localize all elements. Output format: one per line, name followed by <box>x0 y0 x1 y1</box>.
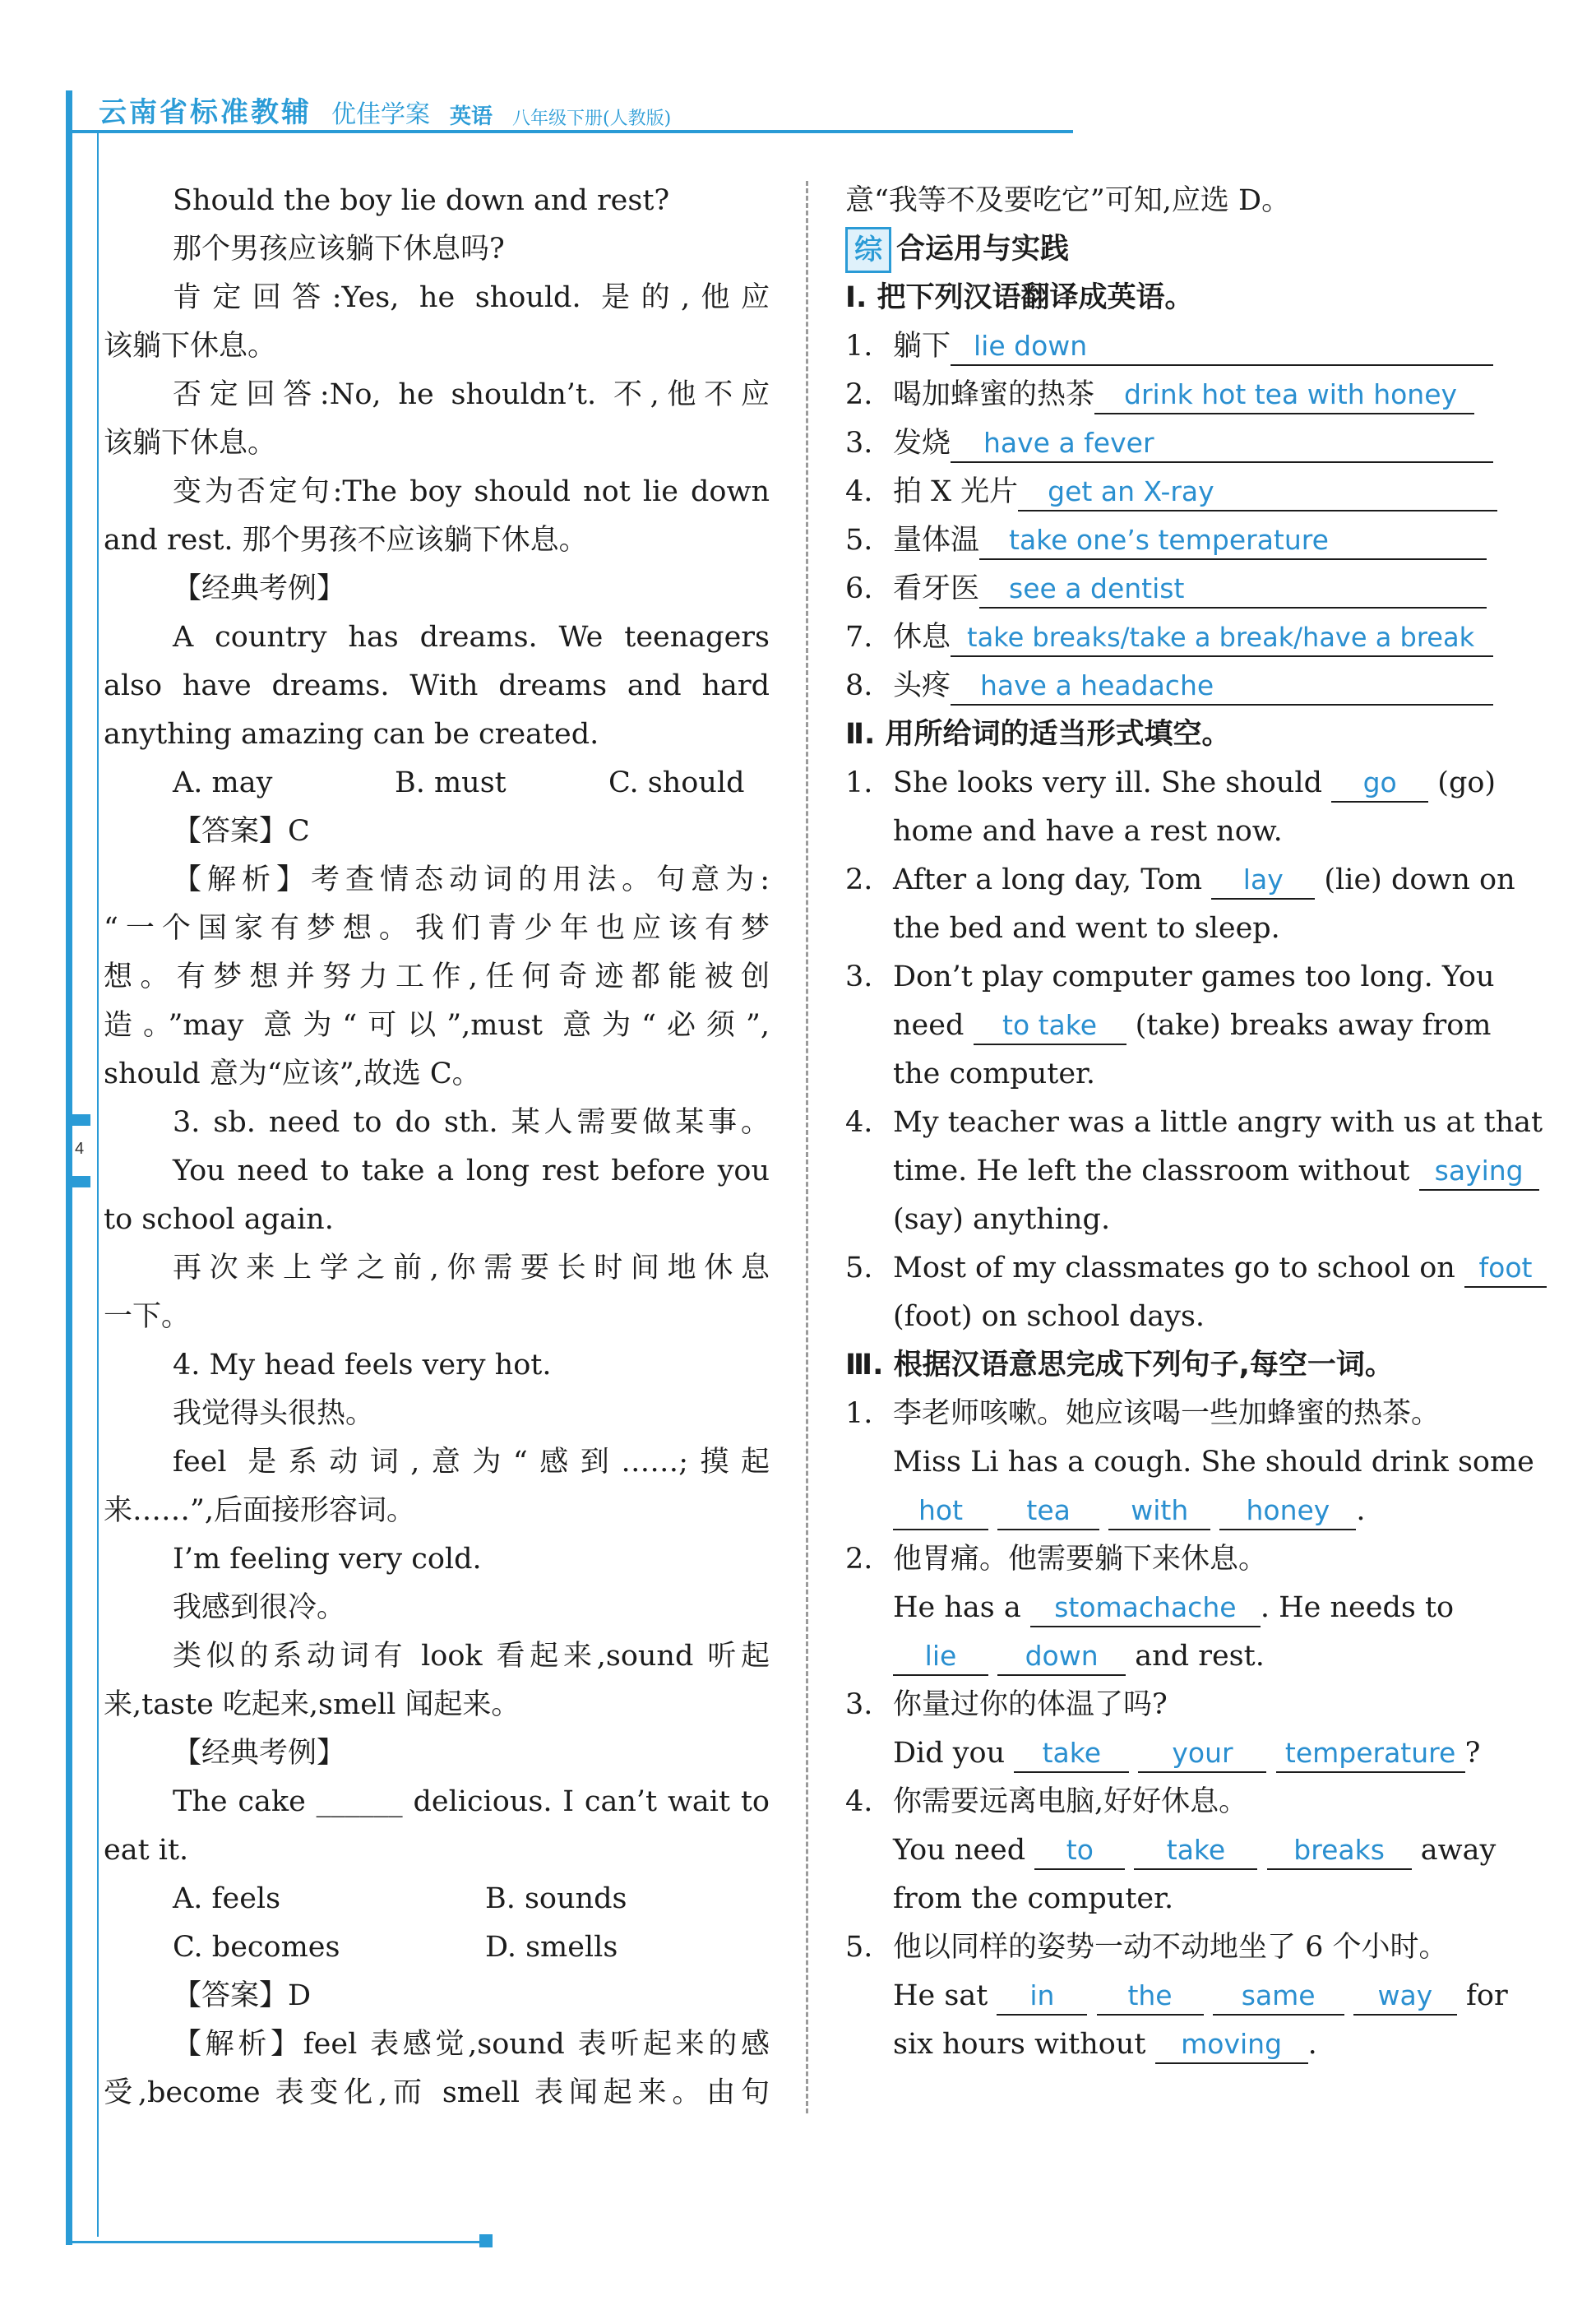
question-text: away <box>1420 1834 1497 1867</box>
answer-blank: saying <box>1419 1153 1539 1191</box>
translation-item <box>845 419 1511 468</box>
example-heading: 【经典考例】 <box>173 572 346 605</box>
page-frame-left-bar <box>66 90 72 2245</box>
fill-question-line <box>845 1487 1511 1535</box>
translation-item <box>845 468 1511 516</box>
item-chinese: 休息 <box>893 621 951 654</box>
example-heading: 【经典考例】 <box>173 1737 346 1770</box>
question-text: The cake ______ delicious. I can’t wait to <box>173 1785 770 1818</box>
analysis-line: 想。有梦想并努力工作,任何奇迹都能被创 <box>104 960 770 993</box>
question-text: Miss Li has a cough. She should drink some <box>893 1446 1534 1479</box>
text-line: 我觉得头很热。 <box>173 1397 375 1430</box>
text-line: 变为否定句:The boy should not lie down <box>173 475 770 508</box>
answer-blank <box>1018 474 1497 511</box>
fill-question <box>845 1244 1533 1293</box>
answer-blank: down <box>997 1638 1126 1676</box>
question-text: (go) <box>1437 766 1497 799</box>
page-number-marker-bottom <box>67 1176 90 1187</box>
question-chinese: 李老师咳嗽。她应该喝一些加蜂蜜的热茶。 <box>893 1397 1441 1430</box>
analysis-line: should 意为“应该”,故选 C。 <box>104 1058 481 1090</box>
item-number: 4. <box>845 1785 873 1818</box>
question-text: the bed and went to sleep. <box>893 912 1280 945</box>
fill-question-line <box>845 1632 1511 1681</box>
item-number: 2. <box>845 1543 873 1576</box>
translation-item <box>845 322 1511 371</box>
analysis-line: “一个国家有梦想。我们青少年也应该有梦 <box>104 912 770 945</box>
item-number: 4. <box>845 1106 873 1139</box>
text-line: I’m feeling very cold. <box>173 1543 482 1576</box>
translation-item <box>845 516 1511 565</box>
answer-blank: hot <box>893 1493 988 1530</box>
text-line: 来,taste 吃起来,smell 闻起来。 <box>104 1688 520 1721</box>
answer-blank: the <box>1097 1978 1204 2016</box>
option-b: B. sounds <box>485 1882 627 1915</box>
sentence-question <box>845 1535 1511 1584</box>
text-line: 否定回答:No, he shouldn’t. 不,他不应 <box>173 378 770 411</box>
option-b: B. must <box>395 766 507 799</box>
text-line: 类似的系动词有 look 看起来,sound 听起 <box>173 1640 770 1673</box>
fill-question <box>845 953 1511 1002</box>
header-subject: 英语 <box>450 104 493 129</box>
left-column <box>104 177 770 2118</box>
text-line: to school again. <box>104 1203 334 1236</box>
sentence-question <box>845 1778 1511 1826</box>
punctuation: ? <box>1464 1737 1481 1770</box>
question-text: Most of my classmates go to school on <box>893 1252 1455 1284</box>
page-number: 4 <box>75 1140 85 1158</box>
text-line: 该躺下休息。 <box>104 330 277 363</box>
question-text: anything amazing can be created. <box>104 718 599 751</box>
answer-text: lie down <box>974 330 1088 362</box>
text-line: feel 是系动词,意为“感到……;摸起 <box>173 1446 770 1479</box>
part-title: Ⅲ. 根据汉语意思完成下列句子,每空一词。 <box>845 1349 1394 1382</box>
question-chinese: 你量过你的体温了吗? <box>893 1688 1168 1721</box>
answer-blank: with <box>1108 1493 1210 1530</box>
question-chinese: 他以同样的姿势一动不动地坐了 6 个小时。 <box>893 1931 1448 1964</box>
question-text: six hours without <box>893 2028 1146 2061</box>
item-chinese: 喝加蜂蜜的热茶 <box>893 378 1095 411</box>
answer-line: 【答案】C <box>173 815 310 848</box>
section-badge: 综 <box>845 227 891 273</box>
item-number: 1. <box>845 330 873 363</box>
answer-blank: take <box>1014 1735 1129 1773</box>
section-heading <box>845 225 1511 274</box>
item-number: 3. <box>845 960 873 993</box>
item-number: 2. <box>845 378 873 411</box>
question-text: (say) anything. <box>893 1203 1111 1236</box>
fill-question-line <box>845 1584 1511 1632</box>
item-number: 7. <box>845 621 873 654</box>
fill-question <box>845 856 1515 905</box>
answer-blank <box>951 668 1493 706</box>
question-chinese: 你需要远离电脑,好好休息。 <box>893 1785 1248 1818</box>
question-text: and rest. <box>1135 1640 1265 1673</box>
answer-blank: foot <box>1464 1250 1547 1288</box>
question-text: for <box>1465 1979 1508 2012</box>
text-line: 来……”,后面接形容词。 <box>104 1494 416 1527</box>
answer-blank: your <box>1138 1735 1266 1773</box>
question-text: You need <box>893 1834 1026 1867</box>
text-line: 那个男孩应该躺下休息吗? <box>173 233 505 266</box>
option-c: C. should <box>608 766 745 799</box>
question-text: the computer. <box>893 1058 1096 1090</box>
answer-blank: tea <box>997 1493 1099 1530</box>
header-rule <box>66 130 1073 133</box>
question-text: time. He left the classroom without <box>893 1155 1410 1187</box>
answer-text: get an X-ray <box>1048 475 1214 507</box>
text-line: You need to take a long rest before you <box>173 1155 770 1187</box>
page-frame-corner-square <box>479 2234 493 2247</box>
fill-question <box>845 1099 1543 1147</box>
section-title: 合运用与实践 <box>896 233 1070 266</box>
page-header <box>99 92 671 130</box>
text-line: 我感到很冷。 <box>173 1591 346 1624</box>
answer-blank: go <box>1331 765 1428 803</box>
answer-blank <box>951 619 1493 657</box>
fill-question-line <box>845 1729 1511 1778</box>
answer-blank <box>951 425 1493 463</box>
page-frame-bottom-line <box>66 2241 485 2243</box>
question-text: home and have a rest now. <box>893 815 1283 848</box>
option-d: D. smells <box>485 1931 618 1964</box>
answer-blank: honey <box>1219 1493 1356 1530</box>
right-column <box>845 177 1543 2069</box>
item-number: 1. <box>845 1397 873 1430</box>
answer-text: see a dentist <box>1009 572 1185 604</box>
item-number: 3. <box>845 427 873 460</box>
sentence-question <box>845 1390 1511 1438</box>
question-text: Don’t play computer games too long. You <box>893 960 1495 993</box>
text-line: 4. My head feels very hot. <box>173 1349 552 1382</box>
answer-line: 【答案】D <box>173 1979 312 2012</box>
text-line: and rest. 那个男孩不应该躺下休息。 <box>104 524 588 557</box>
fill-question-line <box>845 1002 1511 1050</box>
item-number: 3. <box>845 1688 873 1721</box>
answer-text: drink hot tea with honey <box>1124 378 1458 410</box>
item-chinese: 头疼 <box>893 669 951 702</box>
answer-blank: stomachache <box>1030 1590 1261 1627</box>
item-chinese: 发烧 <box>893 427 951 460</box>
fill-question <box>845 759 1511 808</box>
analysis-line: 【解析】feel 表感觉,sound 表听起来的感 <box>173 2028 770 2061</box>
item-number: 5. <box>845 1931 873 1964</box>
question-text: from the computer. <box>893 1882 1174 1915</box>
answer-options <box>104 1923 770 1972</box>
answer-blank <box>979 571 1487 609</box>
fill-question-line <box>845 1826 1511 1875</box>
analysis-line: 【解析】考查情态动词的用法。句意为: <box>173 863 770 896</box>
item-chinese: 躺下 <box>893 330 951 363</box>
item-number: 6. <box>845 572 873 605</box>
item-number: 5. <box>845 524 873 557</box>
question-text: After a long day, Tom <box>893 863 1203 896</box>
answer-blank: lay <box>1211 862 1315 900</box>
answer-blank: moving <box>1155 2026 1308 2064</box>
answer-blank: way <box>1353 1978 1457 2016</box>
answer-blank <box>979 522 1487 560</box>
text-line: Should the boy lie down and rest? <box>173 184 670 217</box>
answer-text: have a fever <box>983 427 1154 459</box>
text-line: 该躺下休息。 <box>104 427 277 460</box>
header-book: 优佳学案 <box>331 100 430 129</box>
question-text: also have dreams. With dreams and hard <box>104 669 770 702</box>
item-number: 1. <box>845 766 873 799</box>
answer-blank: to <box>1034 1832 1125 1870</box>
part-title: Ⅱ. 用所给词的适当形式填空。 <box>845 718 1231 751</box>
answer-blank: same <box>1213 1978 1344 2016</box>
answer-options <box>104 1875 770 1923</box>
text-line: 一下。 <box>104 1300 191 1333</box>
item-chinese: 量体温 <box>893 524 980 557</box>
translation-item <box>845 371 1511 419</box>
sentence-question <box>845 1681 1511 1729</box>
header-series: 云南省标准教辅 <box>99 96 312 129</box>
answer-blank: temperature <box>1276 1735 1465 1773</box>
text-line: 肯定回答:Yes, he should. 是的,他应 <box>173 281 770 314</box>
translation-item <box>845 662 1511 710</box>
punctuation: . <box>1356 1494 1366 1527</box>
option-a: A. may <box>173 766 273 799</box>
item-number: 5. <box>845 1252 873 1284</box>
item-chinese: 看牙医 <box>893 572 980 605</box>
analysis-line: 造。”may 意为“可以”,must 意为“必须”, <box>104 1009 770 1042</box>
sentence-question <box>845 1923 1511 1972</box>
answer-text: have a headache <box>980 669 1214 701</box>
question-text: need <box>893 1009 965 1042</box>
text-line: 再次来上学之前,你需要长时间地休息 <box>173 1252 770 1284</box>
question-chinese: 他胃痛。他需要躺下来休息。 <box>893 1543 1268 1576</box>
answer-options <box>104 759 770 808</box>
question-text: (foot) on school days. <box>893 1300 1205 1333</box>
answer-blank <box>1094 377 1474 414</box>
translation-item <box>845 565 1511 613</box>
question-text: He sat <box>893 1979 988 2012</box>
answer-blank: breaks <box>1267 1832 1412 1870</box>
answer-blank: lie <box>893 1638 988 1676</box>
question-text: My teacher was a little angry with us at that <box>893 1106 1543 1139</box>
item-chinese: 拍 X 光片 <box>893 475 1019 508</box>
part-title: Ⅰ. 把下列汉语翻译成英语。 <box>845 281 1194 314</box>
header-grade: 八年级下册(人教版) <box>512 109 672 129</box>
item-number: 2. <box>845 863 873 896</box>
question-text: A country has dreams. We teenagers <box>173 621 770 654</box>
answer-blank: to take <box>974 1007 1126 1045</box>
answer-text: take breaks/take a break/have a break <box>967 622 1475 653</box>
item-number: 8. <box>845 669 873 702</box>
option-c: C. becomes <box>173 1931 340 1964</box>
question-text: She looks very ill. She should <box>893 766 1323 799</box>
answer-blank <box>951 328 1493 366</box>
fill-question-line <box>845 1972 1511 2020</box>
answer-blank: take <box>1134 1832 1257 1870</box>
text-line: 意“我等不及要吃它”可知,应选 D。 <box>845 184 1291 217</box>
question-text: eat it. <box>104 1834 189 1867</box>
answer-text: take one’s temperature <box>1009 524 1329 556</box>
column-divider <box>806 181 808 2113</box>
question-text: (lie) down on <box>1324 863 1515 896</box>
item-number: 4. <box>845 475 873 508</box>
question-text: (take) breaks away from <box>1135 1009 1492 1042</box>
translation-item <box>845 613 1511 662</box>
question-text: Did you <box>893 1737 1006 1770</box>
answer-blank: in <box>997 1978 1087 2016</box>
question-text: He has a <box>893 1591 1021 1624</box>
question-text: . He needs to <box>1260 1591 1455 1624</box>
option-a: A. feels <box>173 1882 281 1915</box>
analysis-line: 受,become 表变化,而 smell 表闻起来。由句 <box>104 2076 770 2109</box>
fill-question-line <box>845 1147 1524 1196</box>
punctuation: . <box>1307 2028 1317 2061</box>
page-frame-left-line <box>97 132 99 2237</box>
fill-question-line <box>845 2020 1511 2069</box>
text-line: 3. sb. need to do sth. 某人需要做某事。 <box>173 1106 770 1139</box>
page-number-marker-top <box>67 1114 90 1126</box>
